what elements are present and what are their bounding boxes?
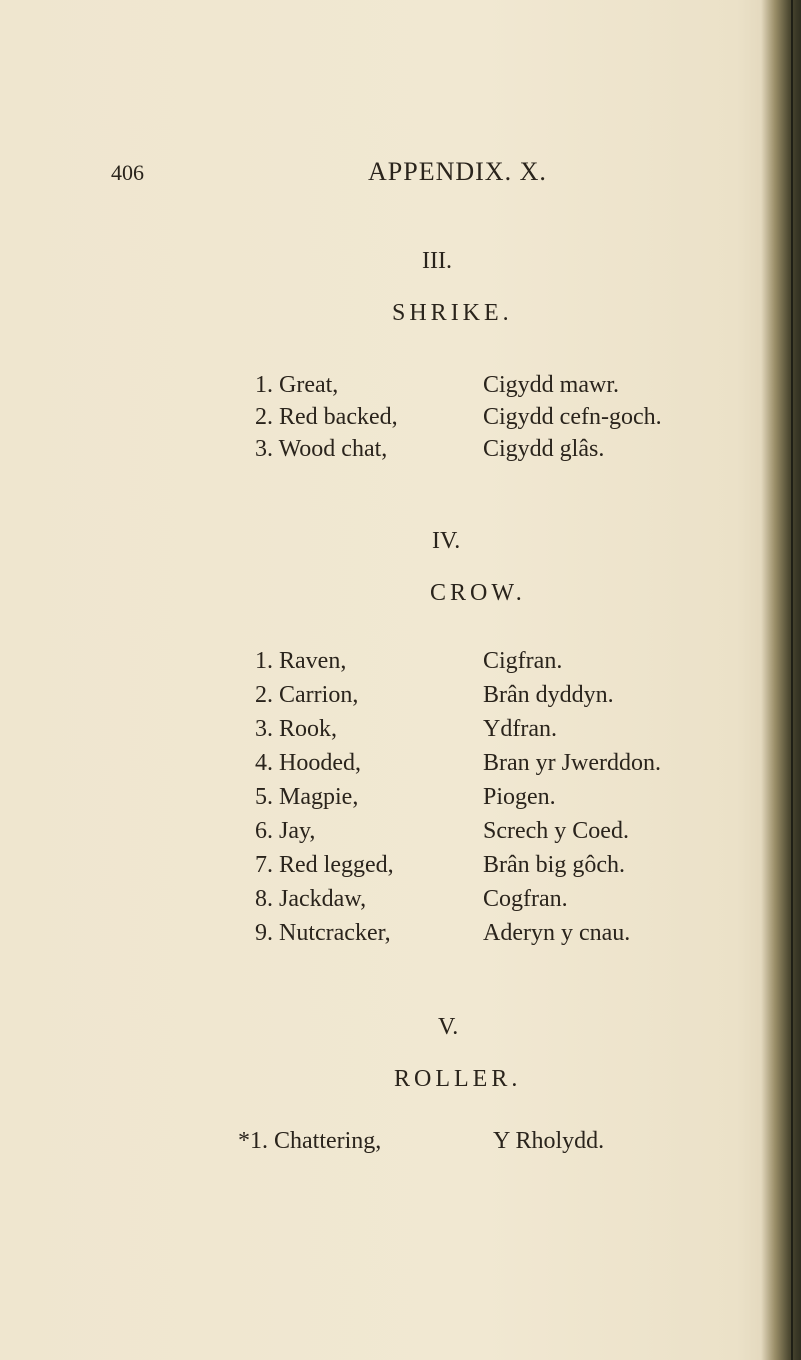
section-number-iii: III. <box>422 248 452 274</box>
welsh-name: Piogen. <box>483 784 556 810</box>
section-number-v: V. <box>438 1014 459 1040</box>
welsh-name: Cigydd mawr. <box>483 372 619 398</box>
english-name: 4. Hooded, <box>255 750 361 776</box>
page-edge-shadow <box>761 0 801 1360</box>
welsh-name: Brân big gôch. <box>483 852 625 878</box>
english-name: 2. Red backed, <box>255 404 398 430</box>
english-name: 5. Magpie, <box>255 784 359 810</box>
english-name: 3. Rook, <box>255 716 338 742</box>
welsh-name: Brân dyddyn. <box>483 682 614 708</box>
welsh-name: Ydfran. <box>483 716 557 742</box>
section-title-crow: CROW. <box>430 580 526 606</box>
english-name: *1. Chattering, <box>238 1128 382 1154</box>
english-name: 2. Carrion, <box>255 682 359 708</box>
section-number-iv: IV. <box>432 528 461 554</box>
english-name: 3. Wood chat, <box>255 436 388 462</box>
welsh-name: Screch y Coed. <box>483 818 629 844</box>
welsh-name: Aderyn y cnau. <box>483 920 631 946</box>
welsh-name: Cigfran. <box>483 648 563 674</box>
welsh-name: Y Rholydd. <box>493 1128 605 1154</box>
page-edge-line <box>791 0 793 1360</box>
english-name: 6. Jay, <box>255 818 316 844</box>
english-name: 8. Jackdaw, <box>255 886 367 912</box>
section-title-shrike: SHRIKE. <box>392 300 513 326</box>
welsh-name: Cigydd glâs. <box>483 436 605 462</box>
english-name: 1. Raven, <box>255 648 347 674</box>
welsh-name: Cogfran. <box>483 886 568 912</box>
page-number: 406 <box>111 160 144 185</box>
running-head: APPENDIX. X. <box>368 157 547 186</box>
english-name: 7. Red legged, <box>255 852 394 878</box>
welsh-name: Cigydd cefn-goch. <box>483 404 662 430</box>
section-title-roller: ROLLER. <box>394 1066 522 1092</box>
english-name: 9. Nutcracker, <box>255 920 391 946</box>
english-name: 1. Great, <box>255 372 339 398</box>
welsh-name: Bran yr Jwerddon. <box>483 750 661 776</box>
